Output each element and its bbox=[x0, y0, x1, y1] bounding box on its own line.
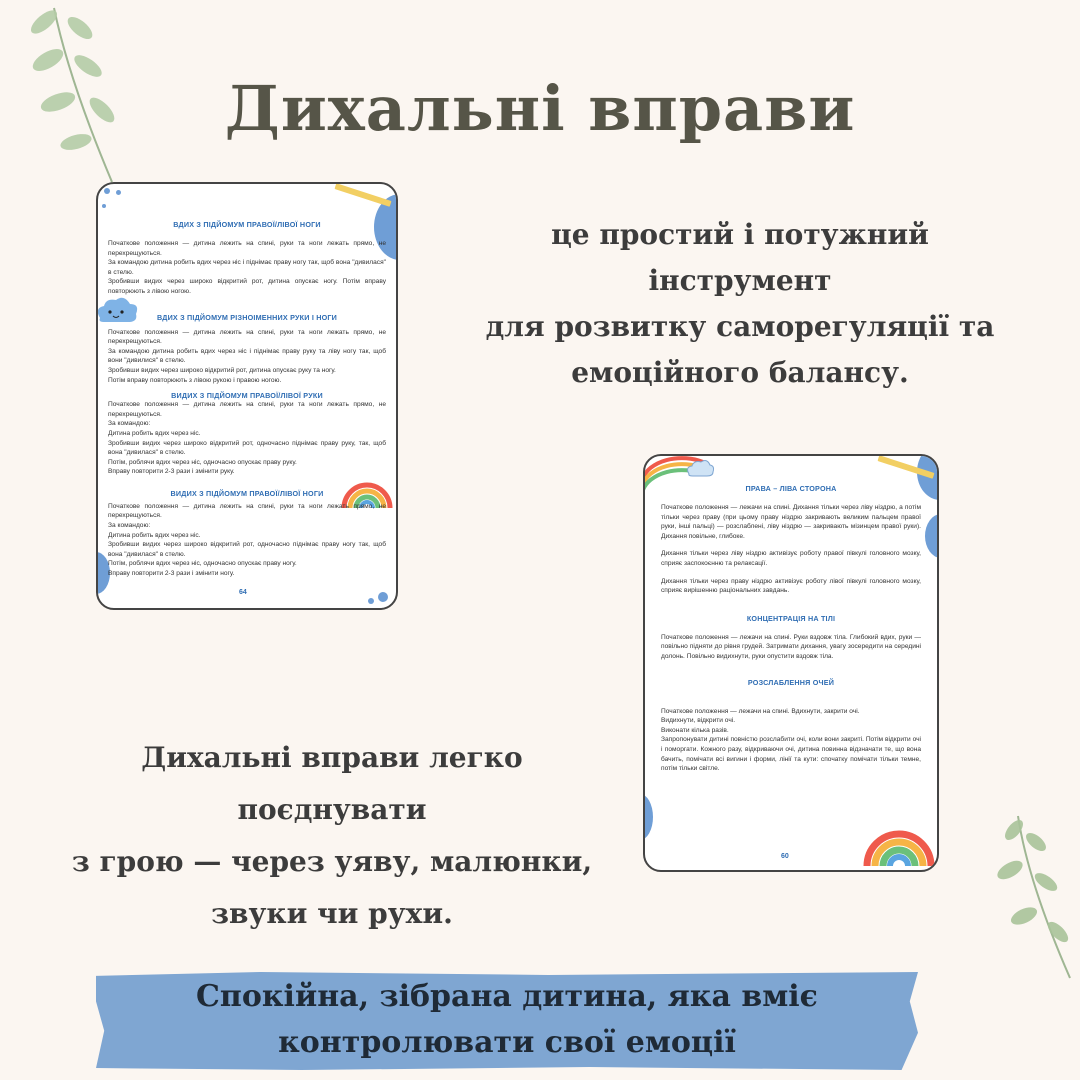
text-line: Початкове положення — лежачи на спині. Вдихнути, закрити очі. bbox=[661, 707, 860, 715]
text-line: Початкове положення — дитина лежить на спині, руки та ноги лежать прямо, не перехрещуються. bbox=[108, 401, 386, 418]
text-line: За командою дитина робить вдих через ніс і піднімає праву руку та ліву ногу так, щоб вони "дивилися" в стелю. bbox=[108, 347, 386, 365]
intro-line: це простий і потужний інструмент bbox=[551, 218, 929, 297]
text-line: Дитина робить вдих через ніс. bbox=[108, 531, 201, 539]
blue-dot-decoration bbox=[368, 598, 374, 604]
paragraph: Початкове положення — лежачи на спині. Руки вздовж тіла. Глибокий вдих, руки — повільно підняти до рівня грудей. Затримати дихання, увагу зосередити на середині долонь. Повільно видихнути, руки опустити вздовж тіла. bbox=[661, 633, 921, 660]
intro-text bbox=[470, 212, 1010, 396]
text-line: Видихнути, відкрити очі. bbox=[661, 717, 736, 725]
text-line: За командою: bbox=[108, 522, 151, 530]
text-line: Зробивши видих через широко відкритий рот, дитина опускає ногу. Потім вправу повторюють з лівою ногою. bbox=[108, 278, 386, 295]
text-line: Зробивши видих через широко відкритий рот, дитина опускає руку та ногу. bbox=[108, 366, 336, 374]
play-text bbox=[62, 732, 602, 940]
blue-dot-decoration bbox=[116, 190, 121, 195]
cloud-icon bbox=[685, 458, 715, 478]
text-line: За командою дитина робить вдих через ніс і піднімає праву ногу так, щоб вона "дивилася" в стелю. bbox=[108, 259, 386, 276]
book-page-left bbox=[96, 182, 398, 610]
blue-blob-decoration bbox=[643, 794, 653, 840]
blue-dot-decoration bbox=[378, 592, 388, 602]
play-line: звуки чи рухи. bbox=[211, 897, 453, 930]
text-line: Дитина робить вдих через ніс. bbox=[108, 429, 201, 437]
rainbow-icon bbox=[861, 812, 937, 868]
book-page-right bbox=[643, 454, 939, 872]
paragraph: Дихання тільки через праву ніздрю активізує роботу лівої півкулі головного мозку, сприяє вирішенню раціональних завдань. bbox=[661, 577, 921, 595]
page-title: Дихальні вправи bbox=[224, 72, 856, 145]
blue-dot-decoration bbox=[104, 188, 110, 194]
text-line: Зробивши видих через широко відкритий рот, одночасно піднімає праву руку, так, щоб вона "дивилася" в стелю. bbox=[108, 439, 386, 457]
text-line: Вправу повторити 2-3 рази і змінити ногу. bbox=[108, 570, 235, 578]
tape-decoration bbox=[334, 183, 391, 207]
section-body bbox=[661, 633, 921, 662]
banner-line: Спокійна, зібрана дитина, яка вміє bbox=[196, 979, 818, 1014]
section-body bbox=[108, 400, 386, 477]
intro-line: емоційного балансу. bbox=[571, 356, 909, 389]
section-title: ВИДИХ З ПІДЙОМУМ ПРАВОЇ/ЛІВОЇ РУКИ bbox=[171, 391, 323, 401]
text-line: Потім вправу повторюють з лівою рукою і правою ногою. bbox=[108, 376, 282, 384]
section-title: ВИДИХ З ПІДЙОМУМ ПРАВОЇ/ЛІВОЇ НОГИ bbox=[170, 488, 324, 498]
text-line: Початкове положення — дитина лежить на спині, руки та ноги лежать прямо, не перехрещуються. bbox=[108, 328, 386, 346]
section-title: РОЗСЛАБЛЕННЯ ОЧЕЙ bbox=[747, 677, 835, 687]
banner-text bbox=[96, 974, 918, 1066]
paragraph: Дихання тільки через ліву ніздрю активізує роботу правої півкулі головного мозку, сприяє заспокоєнню та релаксації. bbox=[661, 550, 921, 567]
section-title: ПРАВА – ЛІВА СТОРОНА bbox=[745, 484, 837, 493]
text-line: Початкове положення — дитина лежить на спині, руки та ноги лежать прямо, не перехрещуються. bbox=[108, 502, 386, 520]
play-line: з грою — через уяву, малюнки, bbox=[71, 845, 593, 878]
section-title: ВДИХ З ПІДЙОМУМ РІЗНОІМЕННИХ РУКИ І НОГИ bbox=[156, 312, 338, 322]
text-line: Потім, роблячи вдих через ніс, одночасно опускає праву ногу. bbox=[108, 560, 297, 568]
section-body bbox=[661, 707, 921, 774]
text-line: Потім, роблячи вдих через ніс, одночасно опускає праву руку. bbox=[108, 458, 297, 466]
section-title: ВДИХ З ПІДЙОМУМ ПРАВОЇ/ЛІВОЇ НОГИ bbox=[173, 220, 321, 229]
section-body bbox=[661, 503, 921, 596]
section-body bbox=[108, 502, 386, 579]
section-body bbox=[108, 239, 386, 297]
paragraph: Початкове положення — лежачи на спині. Дихання тільки через ліву ніздрю, а потім тільки через праву (при цьому праву ніздрю закривають великим пальцем правої руки, інші пальці) — розслаблені, ліву ніздрю — закривають мізинцем правої руки). Дихання повільне, глибоке. bbox=[661, 504, 921, 540]
page-number: 64 bbox=[239, 589, 247, 596]
section-title: КОНЦЕНТРАЦІЯ НА ТІЛІ bbox=[746, 613, 836, 623]
section-body bbox=[108, 328, 386, 386]
text-line: Зробивши видих через широко відкритий рот, одночасно піднімає праву ногу так, щоб вона "дивилася" в стелю. bbox=[108, 541, 386, 558]
blue-dot-decoration bbox=[102, 204, 106, 208]
play-line: Дихальні вправи легко поєднувати bbox=[141, 741, 523, 826]
text-line: Початкове положення — дитина лежить на спині, руки та ноги лежать прямо, не перехрещуються. bbox=[108, 240, 386, 257]
banner-line: контролювати свої емоції bbox=[278, 1025, 736, 1060]
text-line: Запропонувати дитині повністю розслабити очі, коли вони закриті. Потім відкрити очі і поморгати. Кожного разу, відкриваючи очі, дитина повинна відзначати те, що вона бачить, помічати всі вигини і форми, лінії та кути: спочатку помічати тільки темне, потім тільки світле. bbox=[661, 736, 921, 773]
text-line: Виконати кілька разів. bbox=[661, 726, 729, 734]
blue-blob-decoration bbox=[925, 514, 939, 558]
text-line: Вправу повторити 2-3 рази і змінити руку. bbox=[108, 468, 235, 476]
text-line: За командою: bbox=[108, 420, 151, 428]
page-number: 60 bbox=[781, 853, 789, 860]
eucalyptus-branch-icon bbox=[988, 812, 1078, 982]
intro-line: для розвитку саморегуляції та bbox=[485, 310, 995, 343]
